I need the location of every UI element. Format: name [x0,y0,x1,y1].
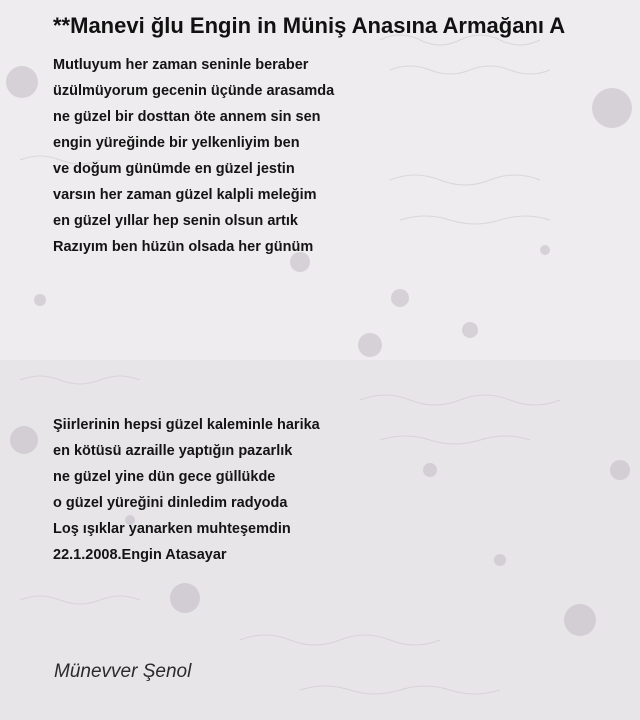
poem-author: Münevver Şenol [54,661,192,682]
poem-line: Razıyım ben hüzün olsada her günüm [53,239,314,255]
poem-title: **Manevi ğlu Engin in Müniş Anasına Armağanı A [53,13,566,38]
poem-line: en güzel yıllar hep senin olsun artık [53,213,298,229]
poem-line: üzülmüyorum gecenin üçünde arasamda [53,83,335,99]
poem-line: Şiirlerinin hepsi güzel kaleminle harika [53,417,320,433]
poem-line: en kötüsü azraille yaptığın pazarlık [53,443,293,459]
poem-line: Loş ışıklar yanarken muhteşemdin [53,521,291,537]
poem-stanza-1 [53,52,334,260]
poem-line: engin yüreğinde bir yelkenliyim ben [53,135,300,151]
poem-line: 22.1.2008.Engin Atasayar [53,547,227,563]
poem-line: ne güzel yine dün gece güllükde [53,469,276,485]
poem-line: Mutluyum her zaman seninle beraber [53,57,309,73]
poem-line: varsın her zaman güzel kalpli meleğim [53,187,317,203]
poem-line: o güzel yüreğini dinledim radyoda [53,495,288,511]
poem-line: ve doğum günümde en güzel jestin [53,161,295,177]
poem-stanza-2 [53,412,320,568]
poem-line: ne güzel bir dosttan öte annem sin sen [53,109,321,125]
